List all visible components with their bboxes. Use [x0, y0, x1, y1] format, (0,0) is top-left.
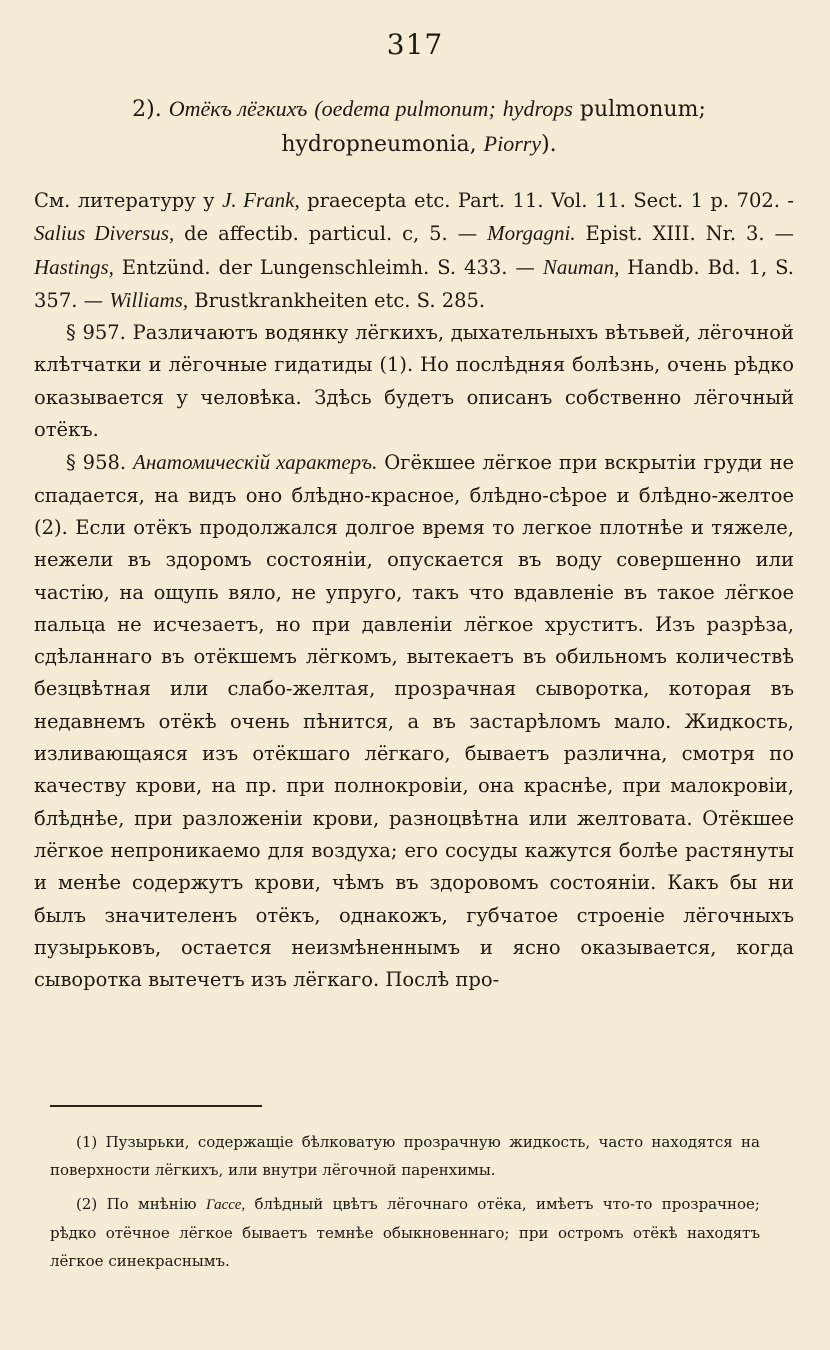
paragraph-957: § 957. Различаютъ водянку лёгкихъ, дыхательныхъ вѣтьвей, лёгочной клѣтчатки и лёгочные гидатиды (1). Но послѣдняя болѣзнь, очень рѣдко оказывается у человѣка. Здѣсь будетъ описанъ собственно лёгочный отёкъ. — [34, 321, 794, 442]
paragraph-958 — [34, 446, 794, 996]
lit-intro: См. литературу у — [34, 189, 215, 212]
lit-nauman-ref: Handb. Bd. 1, S. 357. — — [34, 255, 795, 312]
footnote-2-rest: блѣдный цвѣтъ лёгочнаго отёка, имѣетъ что-то прозрачное; рѣдко отёчное лёгкое бываетъ темнѣе обыкновеннаго; при остромъ отёкѣ находятъ лёгкое синекраснымъ. — [50, 1195, 760, 1270]
footnote-2-name: Гассе, — [205, 1197, 246, 1213]
lit-nauman: Nauman, — [542, 254, 620, 279]
heading-title: Отёкъ лёгкихъ — [168, 96, 308, 121]
heading-latin: (oedema pulmonum; — [314, 96, 496, 121]
lit-hastings: Hastings, — [34, 254, 114, 279]
section-heading — [64, 92, 774, 162]
heading-number: 2). — [132, 97, 162, 122]
footnotes — [50, 1128, 760, 1281]
lit-morgagni-ref: Epist. XIII. Nr. 3. — — [585, 222, 794, 246]
main-text — [34, 184, 794, 996]
lit-williams-ref: Brustkrankheiten etc. S. 285. — [194, 288, 486, 312]
lit-morgagni: Morgagni. — [487, 221, 576, 246]
lit-hastings-ref: Entzünd. der Lungenschleimh. S. 433. — — [121, 255, 535, 279]
heading-piorry: Piorry — [483, 131, 542, 156]
footnote-1: (1) Пузырьки, содержащіе бѣлковатую прозрачную жидкость, часто находятся на поверхности лёгкихъ, или внутри лёгочной паренхимы. — [50, 1133, 760, 1179]
section-958-number: § 958. — [66, 451, 127, 475]
footnote-divider — [50, 1105, 262, 1107]
lit-frank: J. Frank, — [222, 188, 300, 212]
lit-salius: Salius Diversus, — [34, 221, 175, 246]
section-958-text: Огёкшее лёгкое при вскрытіи груди не спадается, на видъ оно блѣдно-красное, блѣдно-сѣрое и блѣдно-желтое (2). Если отёкъ продолжался долгое время то легкое плотнѣе и тяжеле, нежели въ здоромъ состояніи, опускается въ воду совершенно или частію, на ощупь вяло, не упруго, такъ что вдавленіе въ такое лёгкое пальца не исчезаетъ, но при давленіи лёгкое хруститъ. Изъ разрѣза, сдѣланнаго въ отёкшемъ лёгкомъ, вытекаетъ въ обильномъ количествѣ безцвѣтная или слабо-желтая, прозрачная сыворотка, которая въ недавнемъ отёкѣ очень пѣнится, а въ застарѣломъ мало. Жидкость, изливающаяся изъ отёкшаго лёгкаго, бываетъ различна, смотря по качеству крови, на пр. при полнокровіи, она краснѣе, при малокровіи, блѣднѣе, при разложеніи крови, разноцвѣтна или желтовата. Отёкшее лёгкое непроникаемо для воздуха; его сосуды кажутся болѣе растянуты и менѣе содержутъ крови, чѣмъ въ здоровомъ состояніи. Какъ бы ни былъ значителенъ отёкъ, однакожъ, губчатое строеніе лёгочныхъ пузырьковъ, остается неизмѣненнымъ и ясно оказывается, когда сыворотка вытечетъ изъ лёгкаго. Послѣ про- — [34, 451, 794, 992]
heading-hydropneumonia: hydropneumonia, — [281, 132, 477, 157]
footnote-2-start: (2) По мнѣнію — [76, 1195, 197, 1213]
lit-salius-ref: de affectib. particul. c, 5. — — [184, 222, 478, 246]
literature-paragraph — [34, 184, 794, 317]
page-number: 317 — [386, 28, 444, 61]
heading-close: ). — [541, 132, 557, 157]
footnote-2 — [50, 1190, 760, 1275]
lit-williams: Williams, — [109, 287, 189, 312]
heading-hydrops: hydrops — [502, 96, 573, 121]
heading-pulmonum: pulmonum; — [579, 97, 706, 122]
lit-frank-ref: praecepta etc. Part. 11. Vol. 11. Sect. 1 p. 702. - — [307, 189, 794, 212]
section-958-title: Анатомическій характеръ. — [133, 450, 378, 475]
